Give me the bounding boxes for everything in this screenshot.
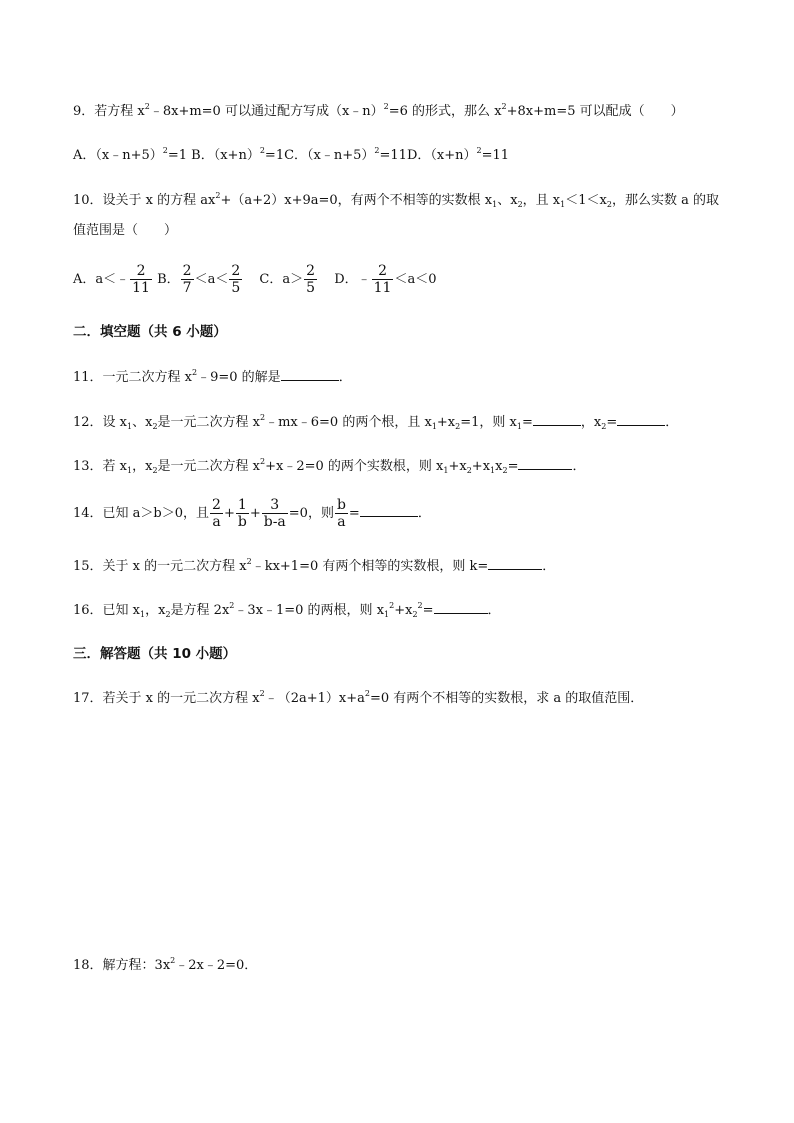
option-d-text: D．（x+n）	[406, 148, 477, 163]
denominator: 11	[132, 280, 150, 296]
option-c-text: =11	[379, 148, 407, 163]
question-11	[73, 368, 352, 387]
q11-text: ．	[338, 370, 352, 385]
q13-text: 是一元二次方程 x	[157, 459, 261, 474]
exponent: 2	[383, 102, 389, 111]
denominator: b-a	[263, 514, 286, 530]
q14-text: =0，则	[288, 506, 334, 521]
q12-text: 设 x	[102, 415, 128, 430]
q13-text: =	[507, 459, 519, 474]
question-number: 14．	[73, 506, 103, 521]
answer-blank[interactable]	[617, 413, 665, 426]
option-a	[73, 263, 153, 296]
option-d-text: ＜a＜0	[394, 272, 437, 287]
exponent: 2	[162, 146, 168, 155]
q9-text: 若方程 x	[94, 104, 145, 119]
q10-text: 、x	[497, 193, 518, 208]
q17-text: ﹣（2a+1）x+a	[264, 691, 365, 706]
exponent: 2	[260, 413, 266, 422]
numerator: 2	[136, 263, 146, 279]
q10-text: ＜1＜x	[565, 193, 607, 208]
exponent: 2	[246, 557, 252, 566]
question-number: 11．	[73, 370, 103, 385]
q12-text: ．	[665, 415, 679, 430]
exponent: 2	[259, 689, 265, 698]
option-b-text: =1	[264, 148, 285, 163]
question-15	[73, 557, 555, 576]
q16-text: 已知 x	[102, 603, 141, 618]
q12-text: =	[606, 415, 618, 430]
option-d-text: =11	[481, 148, 510, 163]
q9-text: ﹣8x+m=0 可以通过配方写成（x﹣n）	[149, 104, 384, 119]
fraction	[372, 263, 394, 296]
exponent: 2	[215, 191, 221, 200]
fraction	[262, 497, 288, 530]
q12-text: +x	[436, 415, 456, 430]
numerator: 3	[270, 497, 280, 513]
q9-text: +8x+m=5 可以配成（ ）	[506, 104, 684, 119]
q10-text: 设关于 x 的方程 ax	[102, 193, 216, 208]
question-10-line-2	[73, 222, 177, 240]
option-a-text: A．（x﹣n+5）	[73, 148, 163, 163]
q12-text: 是一元二次方程 x	[157, 415, 261, 430]
q17-text: =0 有两个不相等的实数根，求 a 的取值范围．	[369, 691, 644, 706]
option-d-text: D．﹣	[334, 272, 371, 287]
option-a-text: =1	[167, 148, 188, 163]
q13-text: ．	[572, 459, 586, 474]
subscript: 1	[490, 466, 496, 475]
exponent: 2	[259, 146, 265, 155]
q16-text: ﹣3x﹣1=0 的两根，则 x	[234, 603, 385, 618]
subscript: 2	[412, 610, 418, 619]
subscript: 2	[502, 466, 508, 475]
option-c-text: C．（x﹣n+5）	[284, 148, 375, 163]
question-12	[73, 413, 678, 432]
exponent: 2	[144, 102, 150, 111]
subscript: 2	[606, 200, 612, 209]
fraction	[181, 263, 194, 296]
subscript: 2	[601, 422, 607, 431]
subscript: 1	[127, 422, 133, 431]
q18-text: ﹣2x﹣2=0．	[175, 958, 258, 973]
q12-text: 、x	[132, 415, 153, 430]
question-number: 18．	[73, 958, 103, 973]
subscript: 1	[384, 610, 390, 619]
subscript: 1	[516, 422, 522, 431]
q13-text: 若 x	[102, 459, 128, 474]
q16-text: ．	[487, 603, 501, 618]
denominator: 7	[182, 280, 192, 296]
q16-text: +x	[394, 603, 413, 618]
option-a-text: A．a＜﹣	[73, 272, 130, 287]
option-d	[407, 148, 509, 163]
q13-text: ，x	[132, 459, 153, 474]
question-number: 9．	[73, 104, 95, 119]
numerator: 2	[182, 263, 192, 279]
numerator: 2	[306, 263, 316, 279]
answer-blank[interactable]	[360, 504, 418, 517]
q18-text: 解方程：3x	[102, 958, 171, 973]
fraction	[210, 497, 223, 530]
subscript: 1	[492, 200, 498, 209]
q16-text: =	[422, 603, 434, 618]
denominator: 11	[373, 280, 392, 296]
question-16	[73, 601, 501, 620]
option-b	[157, 263, 243, 296]
exponent: 2	[229, 601, 235, 610]
exponent: 2	[364, 689, 370, 698]
numerator: b	[336, 497, 346, 513]
denominator: a	[210, 513, 223, 530]
exponent: 2	[417, 601, 423, 610]
exponent: 2	[374, 146, 380, 155]
answer-blank[interactable]	[518, 457, 572, 470]
question-number: 16．	[73, 603, 103, 618]
q12-text: =1，则 x	[460, 415, 517, 430]
fraction	[130, 263, 152, 296]
option-b-text: B．	[157, 272, 180, 287]
exponent: 2	[389, 601, 395, 610]
option-b-text: B．（x+n）	[191, 148, 260, 163]
q13-text: +x	[448, 459, 467, 474]
exponent: 2	[501, 102, 507, 111]
q10-text: +（a+2）x+9a=0，有两个不相等的实数根 x	[220, 193, 493, 208]
fraction	[236, 497, 249, 530]
q16-text: 是方程 2x	[170, 603, 230, 618]
exponent: 2	[192, 368, 198, 377]
question-14	[73, 496, 431, 532]
fraction	[304, 263, 317, 296]
question-number: 12．	[73, 415, 103, 430]
q12-text: =	[521, 415, 533, 430]
option-c-text: C．a＞	[259, 272, 304, 287]
question-13	[73, 457, 585, 476]
subscript: 2	[455, 422, 461, 431]
numerator: 2	[378, 263, 387, 279]
q9-text: =6 的形式，那么 x	[388, 104, 502, 119]
exponent: 2	[170, 956, 176, 965]
q15-text: ﹣kx+1=0 有两个相等的实数根，则 k=	[251, 559, 489, 574]
denominator: 5	[231, 280, 241, 296]
option-b	[191, 148, 284, 163]
fraction	[335, 497, 348, 530]
q16-text: ，x	[145, 603, 166, 618]
answer-blank[interactable]	[488, 557, 542, 570]
question-10-options	[73, 262, 436, 298]
question-17	[73, 690, 643, 708]
answer-blank[interactable]	[281, 368, 339, 381]
option-d	[334, 263, 437, 296]
subscript: 1	[127, 466, 133, 475]
q14-text: +	[223, 506, 235, 521]
q13-text: +x	[471, 459, 491, 474]
q12-text: ，x	[580, 415, 602, 430]
subscript: 2	[152, 422, 158, 431]
numerator: 1	[237, 497, 247, 513]
subscript: 1	[560, 200, 566, 209]
subscript: 2	[165, 610, 171, 619]
q14-text: =	[348, 506, 360, 521]
question-number: 13．	[73, 459, 103, 474]
q15-text: 关于 x 的一元二次方程 x	[102, 559, 247, 574]
question-10	[73, 192, 719, 210]
q11-text: ﹣9=0 的解是	[197, 370, 281, 385]
question-18	[73, 957, 257, 975]
denominator: 5	[306, 280, 316, 296]
q13-text: +x﹣2=0 的两个实数根，则 x	[265, 459, 444, 474]
option-b-text: ＜a＜	[194, 272, 229, 287]
exponent: 2	[476, 146, 482, 155]
subscript: 1	[140, 610, 146, 619]
question-number: 17．	[73, 691, 103, 706]
q13-text: x	[495, 459, 503, 474]
q10-text: 值范围是（ ）	[73, 223, 178, 238]
option-a	[73, 148, 187, 163]
subscript: 2	[152, 466, 158, 475]
answer-blank[interactable]	[434, 601, 488, 614]
q11-text: 一元二次方程 x	[102, 370, 193, 385]
section-heading-solutions: 三．解答题（共 10 小题）	[73, 646, 237, 662]
subscript: 2	[466, 466, 472, 475]
q14-text: ．	[417, 506, 431, 521]
question-number: 15．	[73, 559, 103, 574]
numerator: 2	[212, 497, 221, 513]
option-c	[284, 148, 407, 163]
subscript: 2	[517, 200, 523, 209]
q12-text: ﹣mx﹣6=0 的两个根，且 x	[265, 415, 432, 430]
question-9-options	[73, 147, 509, 165]
fraction	[229, 263, 242, 296]
question-number: 10．	[73, 193, 103, 208]
question-9	[73, 103, 684, 121]
subscript: 1	[431, 422, 437, 431]
answer-blank[interactable]	[533, 413, 581, 426]
q15-text: ．	[542, 559, 556, 574]
numerator: 2	[231, 263, 241, 279]
q10-text: ，且 x	[522, 193, 561, 208]
section-heading-fill-in: 二．填空题（共 6 小题）	[73, 324, 227, 340]
q14-text: +	[249, 506, 261, 521]
denominator: a	[335, 513, 348, 530]
exponent: 2	[260, 457, 266, 466]
subscript: 1	[443, 466, 449, 475]
q10-text: ，那么实数 a 的取	[611, 193, 719, 208]
option-c	[259, 263, 318, 296]
q14-text: 已知 a＞b＞0，且	[102, 506, 210, 521]
q17-text: 若关于 x 的一元二次方程 x	[102, 691, 260, 706]
denominator: b	[237, 514, 247, 530]
